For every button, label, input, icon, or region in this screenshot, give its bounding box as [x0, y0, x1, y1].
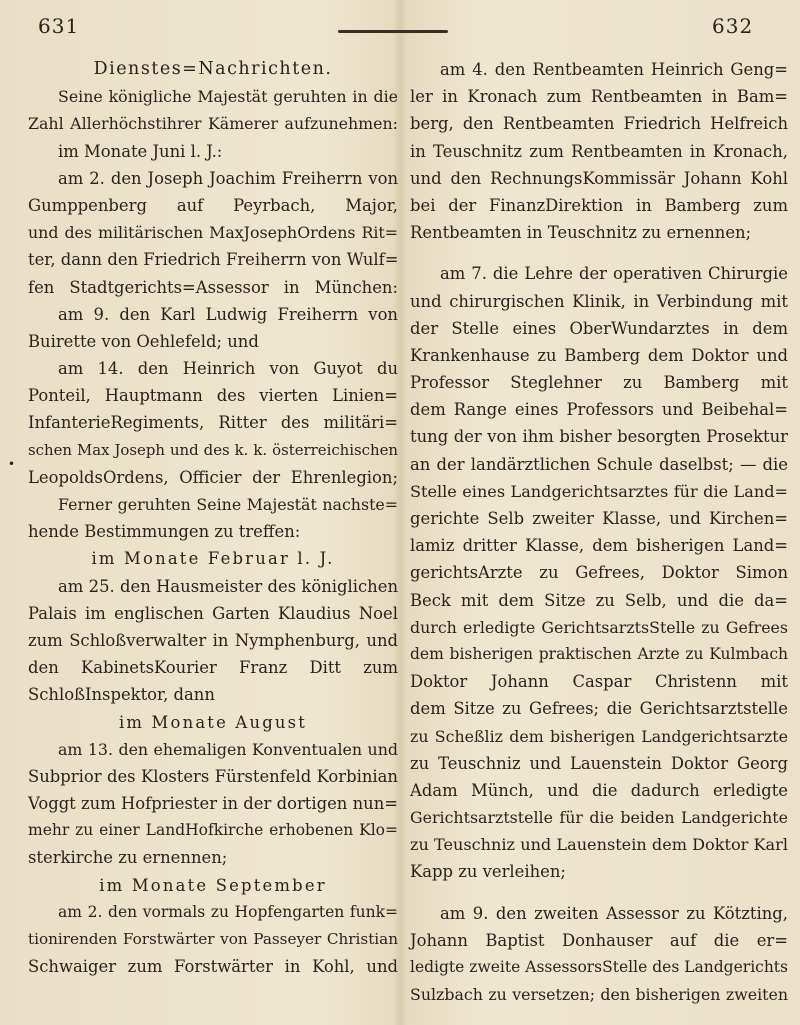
text-line: dem bisherigen praktischen Arzte zu Kulmbach	[410, 644, 788, 663]
left-column	[28, 56, 398, 980]
text-line: am 4. den Rentbeamten Heinrich Geng=	[440, 60, 788, 79]
text-line: Subprior des Klosters Fürstenfeld Korbinian	[28, 766, 398, 786]
text-line: fen Stadtgerichts=Assessor in München:	[28, 277, 398, 297]
text-line: Sulzbach zu versetzen; den bisherigen zweiten	[410, 985, 788, 1005]
text-line: am 7. die Lehre der operativen Chirurgie	[440, 264, 788, 284]
text-line: Ponteil, Hauptmann des vierten Linien=	[28, 386, 398, 406]
text-line: Seine königliche Majestät geruhten in die	[58, 87, 398, 107]
paragraph-gap	[410, 246, 788, 260]
text-line: Kapp zu verleihen;	[410, 862, 566, 882]
text-line: Buirette von Oehlefeld; und	[28, 331, 259, 351]
text-line: Krankenhause zu Bamberg dem Doktor und	[410, 345, 788, 365]
text-line: am 25. den Hausmeister des königlichen	[58, 576, 398, 596]
text-line: und chirurgischen Klinik, in Verbindung mit	[410, 291, 788, 311]
text-line: zum Schloßverwalter in Nymphenburg, und	[28, 630, 398, 650]
text-line: am 2. den vormals zu Hopfengarten funk=	[58, 902, 398, 921]
text-line: ter, dann den Friedrich Freiherrn von Wulf=	[28, 250, 399, 270]
text-line: gerichte Selb zweiter Klasse, und Kirchen=	[410, 509, 788, 528]
text-line: tung der von ihm bisher besorgten Prosektur	[410, 427, 788, 447]
text-line: mehr zu einer LandHofkirche erhobenen Klo=	[28, 821, 398, 840]
subheading-month: im Monate September	[99, 875, 327, 895]
text-line: zu Teuschniz und Lauenstein Doktor Georg	[410, 753, 788, 773]
page-number-left: 631	[38, 14, 80, 38]
paragraph-gap	[410, 886, 788, 900]
subheading-month: im Monate Februar l. J.	[91, 549, 335, 569]
text-line: tionirenden Forstwärter von Passeyer Christian	[28, 930, 398, 948]
page-number-right: 632	[712, 14, 754, 38]
text-line: Professor Steglehner zu Bamberg mit	[410, 373, 788, 393]
text-line: LeopoldsOrdens, Officier der Ehrenlegion;	[28, 467, 398, 487]
text-line: berg, den Rentbeamten Friedrich Helfreich	[410, 114, 788, 134]
text-line: lamiz dritter Klasse, dem bisherigen Land=	[410, 536, 788, 556]
text-line: Schwaiger zum Forstwärter in Kohl, und	[28, 957, 398, 977]
text-line: bei der FinanzDirektion in Bamberg zum	[410, 195, 788, 215]
text-line: am 14. den Heinrich von Guyot du	[58, 359, 398, 379]
text-line: Rentbeamten in Teuschnitz zu ernennen;	[410, 223, 752, 243]
text-line: gerichtsArzte zu Gefrees, Doktor Simon	[410, 563, 788, 583]
text-line: Beck mit dem Sitze zu Selb, und die da=	[410, 590, 788, 610]
text-line: ledigte zweite AssessorsStelle des Landgerichts	[410, 958, 788, 976]
text-line: am 13. den ehemaligen Konventualen und	[58, 739, 398, 759]
text-line: InfanterieRegiments, Ritter des militäri=	[28, 413, 398, 433]
text-line: Gumppenberg auf Peyrbach, Major,	[28, 195, 398, 215]
margin-mark: •	[8, 457, 16, 471]
text-line: schen Max Joseph und des k. k. österreichischen	[28, 440, 398, 459]
text-line: Adam Münch, und die dadurch erledigte	[410, 780, 788, 800]
text-line: Palais im englischen Garten Klaudius Noel	[28, 603, 398, 623]
text-line: Ferner geruhten Seine Majestät nachste=	[58, 495, 398, 514]
text-line: den KabinetsKourier Franz Ditt zum	[28, 658, 398, 678]
text-line: der Stelle eines OberWundarztes in dem	[410, 318, 788, 338]
text-line: sterkirche zu ernennen;	[28, 848, 228, 868]
text-line: und des militärischen MaxJosephOrdens Rit=	[28, 223, 398, 243]
text-line: ler in Kronach zum Rentbeamten in Bam=	[410, 87, 788, 107]
text-line: am 2. den Joseph Joachim Freiherrn von	[58, 168, 398, 188]
text-line: am 9. den zweiten Assessor zu Kötzting,	[440, 903, 788, 923]
text-line: an der landärztlichen Schule daselbst; — die	[410, 454, 788, 474]
text-line: Doktor Johann Caspar Christenn mit	[410, 672, 788, 692]
header-rule	[338, 30, 448, 33]
right-column	[410, 56, 788, 1008]
text-line: Gerichtsarztstelle für die beiden Landgerichte	[410, 808, 788, 828]
text-line: in Teuschnitz zum Rentbeamten in Kronach,	[410, 141, 788, 161]
text-line: und den RechnungsKommissär Johann Kohl	[410, 168, 788, 188]
text-line: zu Teuschniz und Lauenstein dem Doktor Karl	[410, 835, 788, 855]
text-line: durch erledigte GerichtsarztsStelle zu Gefrees	[410, 617, 788, 637]
subheading-month: im Monate August	[118, 712, 308, 732]
text-line: zu Scheßliz dem bisherigen Landgerichtsarzte	[410, 726, 788, 746]
section-heading: Dienstes=Nachrichten.	[93, 59, 333, 79]
text-line: am 9. den Karl Ludwig Freiherrn von	[58, 304, 398, 324]
text-line: hende Bestimmungen zu treffen:	[28, 522, 301, 542]
text-line: Zahl Allerhöchstihrer Kämerer aufzunehmen:	[28, 114, 398, 134]
text-line: im Monate Juni l. J.:	[58, 141, 223, 161]
text-line: dem Range eines Professors und Beibehal=	[410, 400, 788, 420]
text-line: Johann Baptist Donhauser auf die er=	[410, 930, 788, 950]
text-line: Voggt zum Hofpriester in der dortigen nun=	[28, 794, 398, 814]
text-line: dem Sitze zu Gefrees; die Gerichtsarztstelle	[410, 699, 788, 719]
text-line: Stelle eines Landgerichtsarztes für die Land=	[410, 481, 788, 501]
text-line: SchloßInspektor, dann	[28, 685, 215, 705]
